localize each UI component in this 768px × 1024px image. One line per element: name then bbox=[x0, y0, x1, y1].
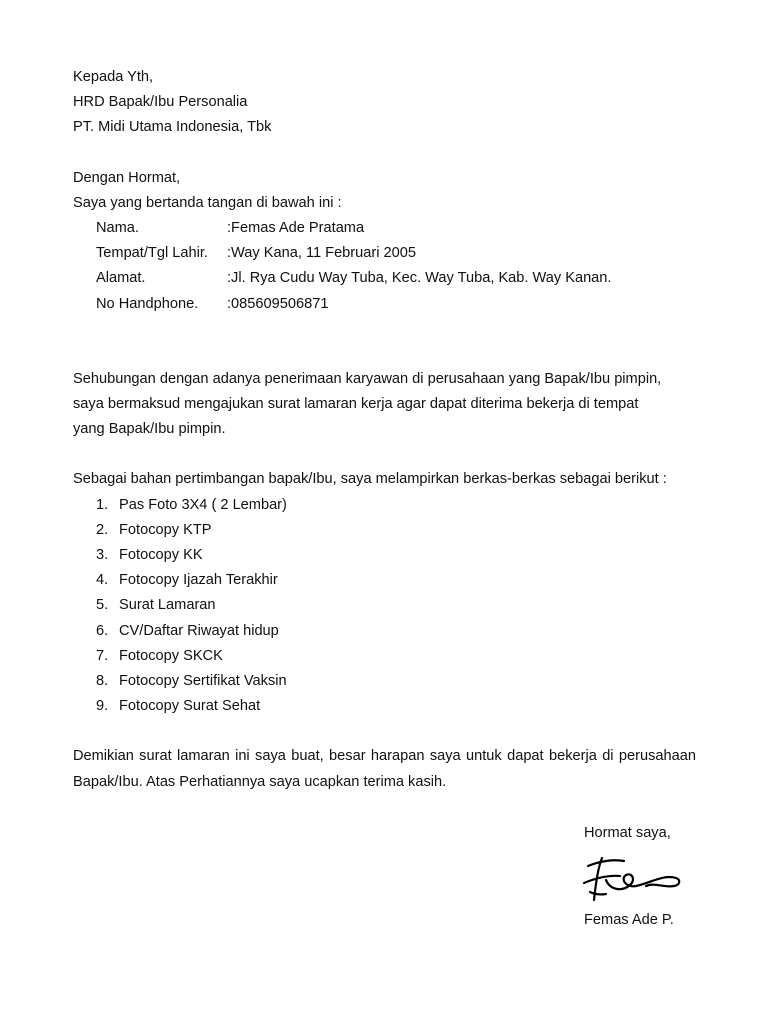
list-item bbox=[96, 619, 696, 644]
recipient-block bbox=[73, 65, 696, 141]
paragraph-line: saya bermaksud mengajukan surat lamaran kerja agar dapat diterima bekerja di tempat bbox=[73, 396, 639, 413]
handwritten-signature bbox=[580, 852, 684, 904]
letter-body bbox=[73, 65, 696, 795]
identity-row-phone bbox=[96, 292, 696, 317]
list-item bbox=[96, 543, 696, 568]
attachments-list bbox=[73, 493, 696, 720]
list-item bbox=[96, 593, 696, 618]
list-number: 4. bbox=[96, 572, 109, 589]
list-number: 7. bbox=[96, 647, 109, 664]
list-text: Fotocopy KTP bbox=[119, 521, 212, 538]
identity-label: No Handphone. bbox=[96, 295, 199, 312]
intro-line: Saya yang bertanda tangan di bawah ini : bbox=[73, 194, 342, 211]
paragraph-application bbox=[73, 367, 696, 443]
list-text: Fotocopy Ijazah Terakhir bbox=[119, 572, 278, 589]
identity-value: :Way Kana, 11 Februari 2005 bbox=[227, 245, 417, 262]
signer-name: Femas Ade P. bbox=[584, 912, 674, 929]
list-item bbox=[96, 694, 696, 719]
list-item bbox=[96, 518, 696, 543]
list-item bbox=[96, 669, 696, 694]
identity-value: :Jl. Rya Cudu Way Tuba, Kec. Way Tuba, Kab. Way Kanan. bbox=[227, 270, 612, 287]
identity-label: Tempat/Tgl Lahir. bbox=[96, 245, 208, 262]
list-number: 5. bbox=[96, 597, 109, 614]
list-text: Fotocopy SKCK bbox=[119, 647, 223, 664]
identity-value: :Femas Ade Pratama bbox=[227, 220, 365, 237]
identity-label: Alamat. bbox=[96, 270, 146, 287]
list-text: CV/Daftar Riwayat hidup bbox=[119, 622, 279, 639]
list-item bbox=[96, 493, 696, 518]
attachments-intro: Sebagai bahan pertimbangan bapak/Ibu, saya melampirkan berkas-berkas sebagai berikut : bbox=[73, 471, 667, 488]
list-text: Fotocopy Sertifikat Vaksin bbox=[119, 673, 287, 690]
identity-row-address bbox=[96, 266, 696, 291]
list-number: 8. bbox=[96, 673, 109, 690]
list-number: 2. bbox=[96, 521, 109, 538]
list-item bbox=[96, 644, 696, 669]
list-number: 9. bbox=[96, 698, 109, 715]
identity-value: :085609506871 bbox=[227, 295, 329, 312]
identity-row-name bbox=[96, 216, 696, 241]
recipient-line-2: HRD Bapak/Ibu Personalia bbox=[73, 94, 248, 111]
greeting: Dengan Hormat, bbox=[73, 169, 181, 186]
recipient-line-1: Kepada Yth, bbox=[73, 69, 154, 85]
signature-block bbox=[584, 821, 744, 933]
list-item bbox=[96, 568, 696, 593]
list-text: Fotocopy KK bbox=[119, 547, 203, 564]
list-text: Surat Lamaran bbox=[119, 597, 216, 614]
list-number: 1. bbox=[96, 496, 109, 513]
list-text: Fotocopy Surat Sehat bbox=[119, 698, 261, 715]
identity-row-birth bbox=[96, 241, 696, 266]
list-number: 6. bbox=[96, 622, 109, 639]
paragraph-line: yang Bapak/Ibu pimpin. bbox=[73, 421, 226, 438]
recipient-line-3: PT. Midi Utama Indonesia, Tbk bbox=[73, 119, 272, 136]
list-number: 3. bbox=[96, 547, 109, 564]
closing-salutation: Hormat saya, bbox=[584, 825, 671, 841]
identity-table bbox=[73, 216, 696, 317]
identity-label: Nama. bbox=[96, 220, 139, 237]
closing-paragraph: Demikian surat lamaran ini saya buat, besar harapan saya untuk dapat bekerja di perusahaan Bapak/Ibu. Atas Perhatiannya saya ucapkan terima kasih. bbox=[73, 748, 696, 790]
list-text: Pas Foto 3X4 ( 2 Lembar) bbox=[119, 496, 287, 513]
paragraph-line: Sehubungan dengan adanya penerimaan karyawan di perusahaan yang Bapak/Ibu pimpin, bbox=[73, 370, 662, 387]
